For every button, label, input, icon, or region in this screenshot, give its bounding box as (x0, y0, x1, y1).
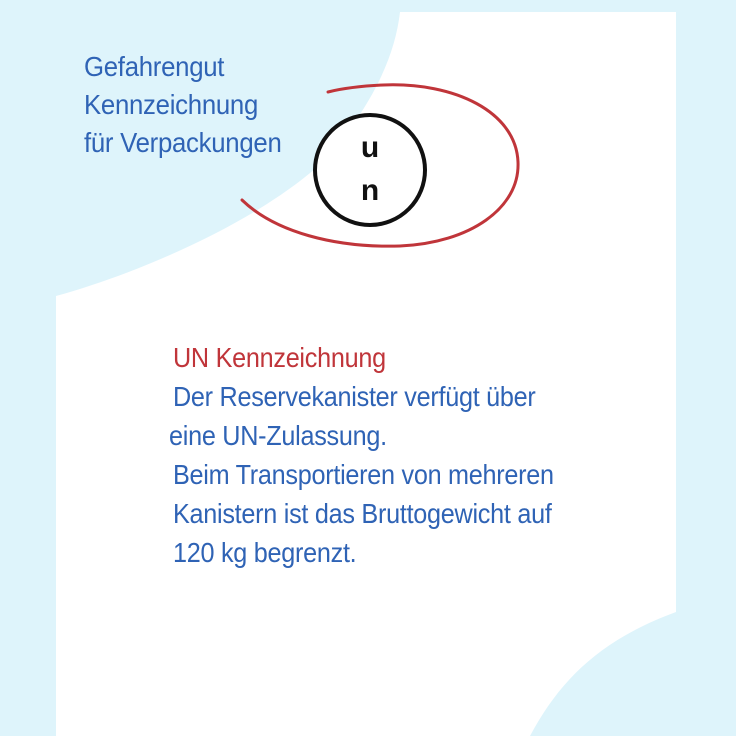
heading-line-3: für Verpackungen (84, 127, 282, 158)
heading-line-2: Kennzeichnung (84, 89, 259, 120)
heading-line-1: Gefahrengut (84, 51, 225, 82)
heading (84, 48, 299, 162)
description (169, 338, 596, 572)
description-line-4: Kanistern ist das Bruttogewicht auf (173, 498, 552, 529)
un-mark-letter-u: u (360, 131, 380, 164)
description-line-5: 120 kg begrenzt. (173, 537, 357, 568)
description-line-1: Der Reservekanister verfügt über (173, 381, 536, 412)
description-title: UN Kennzeichnung (173, 342, 386, 373)
un-mark-letter-n: n (360, 174, 380, 207)
description-line-2: eine UN-Zulassung. (169, 420, 387, 451)
description-line-3: Beim Transportieren von mehreren (173, 459, 554, 490)
